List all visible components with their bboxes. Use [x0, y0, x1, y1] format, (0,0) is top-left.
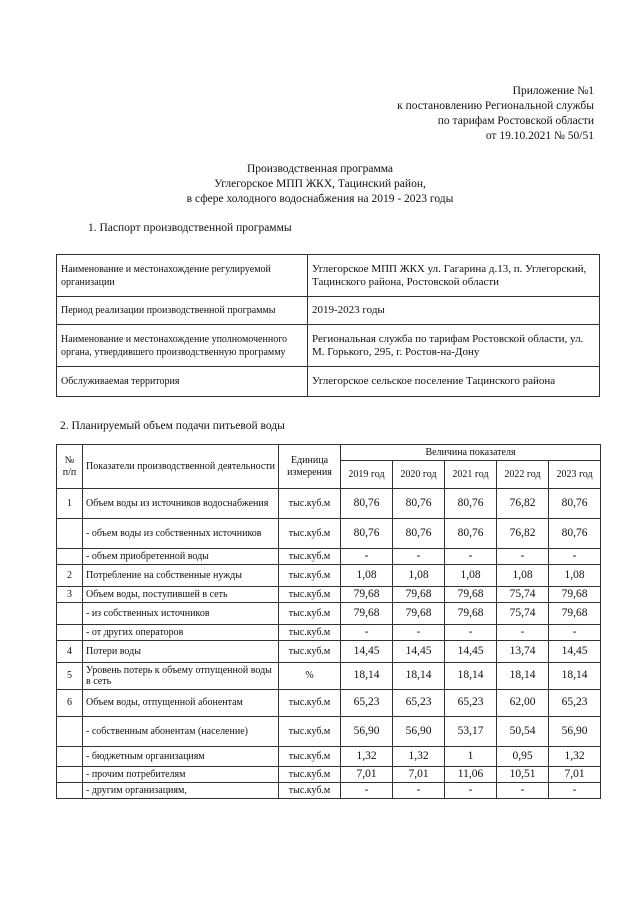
row-indicator: Объем воды, отпущенной абонентам [83, 690, 279, 717]
passport-key: Наименование и местонахождение регулируемой организации [57, 255, 308, 297]
row-value: - [445, 625, 497, 641]
row-unit: тыс.куб.м [279, 641, 341, 663]
row-value: 79,68 [393, 603, 445, 625]
row-value: 18,14 [497, 663, 549, 690]
row-value: 62,00 [497, 690, 549, 717]
row-value: 65,23 [393, 690, 445, 717]
row-value: - [445, 549, 497, 565]
appendix-block [397, 84, 594, 144]
table-row [57, 747, 601, 767]
row-value: 1,32 [549, 747, 601, 767]
row-number: 4 [57, 641, 83, 663]
row-value: 14,45 [445, 641, 497, 663]
row-value: 80,76 [393, 519, 445, 549]
header-year: 2021 год [445, 461, 497, 489]
row-value: 65,23 [549, 690, 601, 717]
row-value: 80,76 [393, 489, 445, 519]
row-value: 79,68 [445, 603, 497, 625]
row-value: 56,90 [549, 717, 601, 747]
row-number: 6 [57, 690, 83, 717]
row-value: 1,08 [549, 565, 601, 587]
appendix-line: по тарифам Ростовской области [437, 115, 594, 127]
table-row [57, 489, 601, 519]
row-value: - [549, 549, 601, 565]
header-indicator: Показатели производственной деятельности [83, 445, 279, 489]
row-value: 7,01 [341, 767, 393, 783]
section-heading-passport: 1. Паспорт производственной программы [88, 222, 292, 234]
row-value: - [341, 549, 393, 565]
row-number: 5 [57, 663, 83, 690]
table-row [57, 717, 601, 747]
row-value: 1,08 [393, 565, 445, 587]
row-value: - [445, 783, 497, 799]
row-unit: % [279, 663, 341, 690]
header-row [57, 445, 601, 461]
row-unit: тыс.куб.м [279, 549, 341, 565]
row-indicator: - от других операторов [83, 625, 279, 641]
row-value: 65,23 [445, 690, 497, 717]
header-year: 2020 год [393, 461, 445, 489]
row-value: 18,14 [549, 663, 601, 690]
passport-value: Углегорское сельское поселение Тацинского района [308, 367, 600, 397]
row-value: - [393, 549, 445, 565]
table-row [57, 641, 601, 663]
row-value: 79,68 [393, 587, 445, 603]
header-num: № п/п [57, 445, 83, 489]
row-value: 79,68 [445, 587, 497, 603]
table-body [57, 489, 601, 799]
row-number: 3 [57, 587, 83, 603]
row-value: 50,54 [497, 717, 549, 747]
row-value: 14,45 [341, 641, 393, 663]
row-value: 80,76 [341, 489, 393, 519]
row-value: 13,74 [497, 641, 549, 663]
table-row [57, 625, 601, 641]
row-indicator: - собственным абонентам (население) [83, 717, 279, 747]
row-value: 75,74 [497, 587, 549, 603]
passport-key: Обслуживаемая территория [57, 367, 308, 397]
row-number: 1 [57, 489, 83, 519]
row-number [57, 603, 83, 625]
row-value: - [549, 783, 601, 799]
row-value: - [393, 783, 445, 799]
row-value: 75,74 [497, 603, 549, 625]
row-number [57, 783, 83, 799]
row-value: 1,08 [341, 565, 393, 587]
row-value: - [549, 625, 601, 641]
row-number [57, 717, 83, 747]
row-value: 1,32 [341, 747, 393, 767]
row-value: 1,08 [445, 565, 497, 587]
row-value: 65,23 [341, 690, 393, 717]
header-year: 2023 год [549, 461, 601, 489]
row-number [57, 625, 83, 641]
row-value: 76,82 [497, 519, 549, 549]
row-indicator: Объем воды из источников водоснабжения [83, 489, 279, 519]
row-unit: тыс.куб.м [279, 565, 341, 587]
row-indicator: Потребление на собственные нужды [83, 565, 279, 587]
passport-value: Углегорское МПП ЖКХ ул. Гагарина д.13, п. Углегорский, Тацинского района, Ростовской области [308, 255, 600, 297]
table-row [57, 603, 601, 625]
section-heading-volume: 2. Планируемый объем подачи питьевой воды [60, 420, 285, 432]
row-value: - [497, 783, 549, 799]
row-value: 7,01 [549, 767, 601, 783]
row-value: 56,90 [393, 717, 445, 747]
row-indicator: Объем воды, поступившей в сеть [83, 587, 279, 603]
table-row [57, 587, 601, 603]
row-value: 11,06 [445, 767, 497, 783]
row-value: 18,14 [341, 663, 393, 690]
row-unit: тыс.куб.м [279, 690, 341, 717]
table-row [57, 519, 601, 549]
row-indicator: - бюджетным организациям [83, 747, 279, 767]
row-value: 56,90 [341, 717, 393, 747]
passport-key: Период реализации производственной программы [57, 297, 308, 325]
passport-table [56, 254, 600, 397]
table-row [57, 767, 601, 783]
row-unit: тыс.куб.м [279, 587, 341, 603]
row-value: 79,68 [341, 603, 393, 625]
row-value: 10,51 [497, 767, 549, 783]
row-indicator: - из собственных источников [83, 603, 279, 625]
passport-row [57, 367, 600, 397]
row-indicator: - прочим потребителям [83, 767, 279, 783]
row-value: 1 [445, 747, 497, 767]
row-value: - [341, 625, 393, 641]
header-year: 2019 год [341, 461, 393, 489]
row-value: 1,08 [497, 565, 549, 587]
row-unit: тыс.куб.м [279, 783, 341, 799]
table-row [57, 663, 601, 690]
row-value: 0,95 [497, 747, 549, 767]
row-value: 1,32 [393, 747, 445, 767]
row-value: 76,82 [497, 489, 549, 519]
row-number [57, 549, 83, 565]
document-title [0, 162, 640, 207]
row-value: 7,01 [393, 767, 445, 783]
appendix-line: от 19.10.2021 № 50/51 [485, 130, 594, 142]
table-row [57, 783, 601, 799]
row-value: 80,76 [445, 519, 497, 549]
row-value: 80,76 [549, 519, 601, 549]
title-line: в сфере холодного водоснабжения на 2019 - 2023 годы [186, 193, 454, 205]
row-unit: тыс.куб.м [279, 717, 341, 747]
passport-value: 2019-2023 годы [308, 297, 600, 325]
row-value: 14,45 [393, 641, 445, 663]
row-value: 18,14 [445, 663, 497, 690]
table-row [57, 690, 601, 717]
row-unit: тыс.куб.м [279, 603, 341, 625]
row-indicator: - объем воды из собственных источников [83, 519, 279, 549]
row-indicator: Потери воды [83, 641, 279, 663]
table-row [57, 565, 601, 587]
appendix-line: к постановлению Региональной службы [397, 100, 594, 112]
header-value-group: Величина показателя [341, 445, 601, 461]
row-value: 80,76 [445, 489, 497, 519]
header-year: 2022 год [497, 461, 549, 489]
row-number [57, 747, 83, 767]
row-value: 18,14 [393, 663, 445, 690]
row-number [57, 767, 83, 783]
row-indicator: - другим организациям, [83, 783, 279, 799]
row-value: 79,68 [549, 587, 601, 603]
row-unit: тыс.куб.м [279, 489, 341, 519]
row-number [57, 519, 83, 549]
row-value: 79,68 [549, 603, 601, 625]
title-line: Производственная программа [246, 163, 394, 175]
row-value: - [497, 549, 549, 565]
header-unit: Единица измерения [279, 445, 341, 489]
appendix-line: Приложение №1 [512, 85, 594, 97]
table-row [57, 549, 601, 565]
row-value: - [497, 625, 549, 641]
row-unit: тыс.куб.м [279, 747, 341, 767]
passport-row [57, 255, 600, 297]
row-indicator: Уровень потерь к объему отпущенной воды в сеть [83, 663, 279, 690]
row-unit: тыс.куб.м [279, 767, 341, 783]
row-value: 53,17 [445, 717, 497, 747]
row-value: 80,76 [549, 489, 601, 519]
row-unit: тыс.куб.м [279, 519, 341, 549]
passport-row [57, 297, 600, 325]
row-value: 79,68 [341, 587, 393, 603]
row-unit: тыс.куб.м [279, 625, 341, 641]
passport-row [57, 325, 600, 367]
title-line: Углегорское МПП ЖКХ, Тацинский район, [214, 178, 426, 190]
row-value: 80,76 [341, 519, 393, 549]
row-indicator: - объем приобретенной воды [83, 549, 279, 565]
water-volume-table [56, 444, 601, 799]
row-value: 14,45 [549, 641, 601, 663]
row-value: - [341, 783, 393, 799]
passport-key: Наименование и местонахождение уполномоченного органа, утвердившего производственную программу [57, 325, 308, 367]
row-number: 2 [57, 565, 83, 587]
passport-value: Региональная служба по тарифам Ростовской области, ул. М. Горького, 295, г. Ростов-на-Дону [308, 325, 600, 367]
row-value: - [393, 625, 445, 641]
